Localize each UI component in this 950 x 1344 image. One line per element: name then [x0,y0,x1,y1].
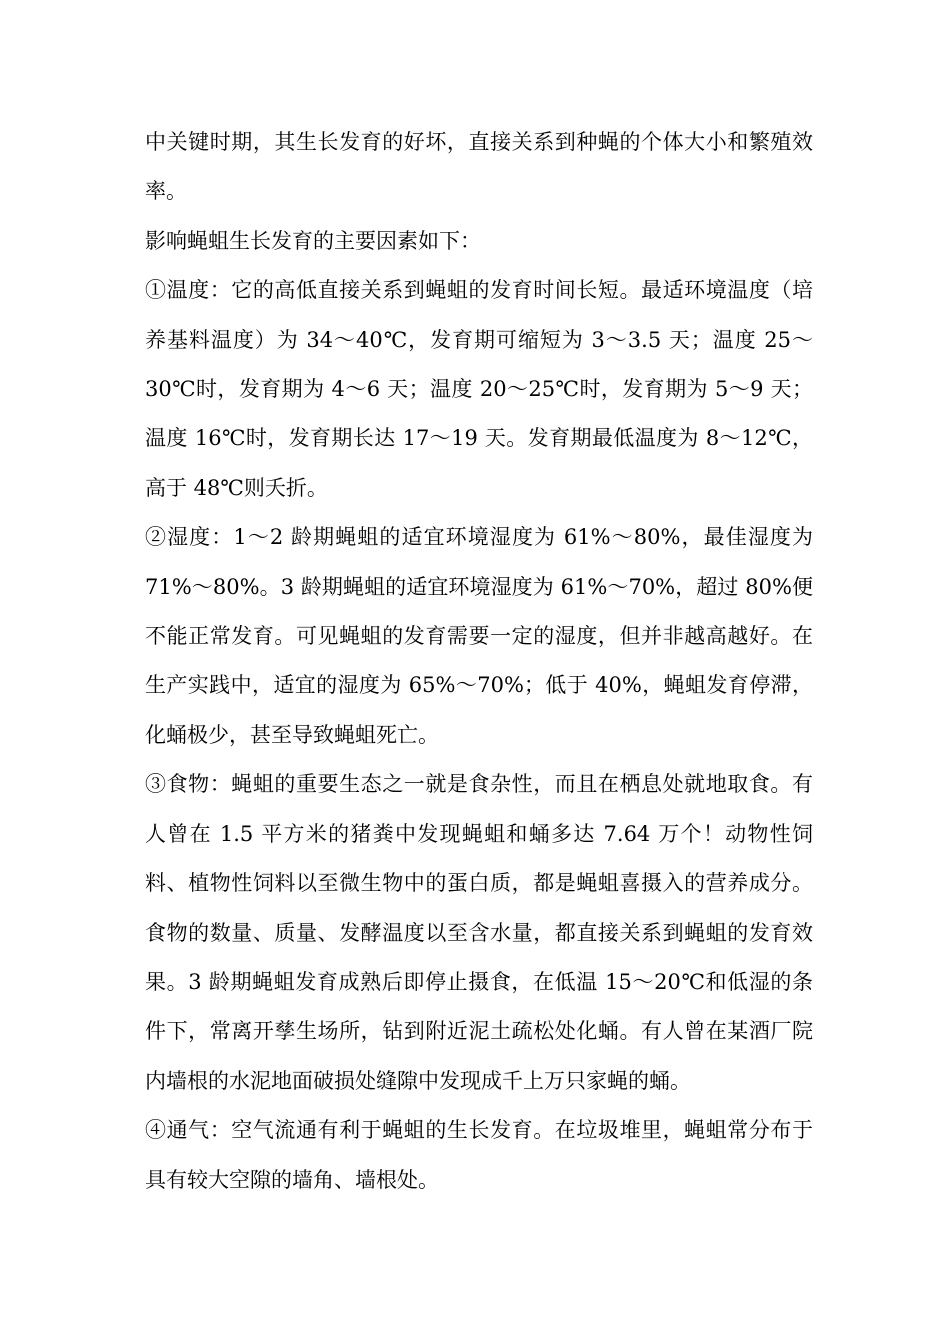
paragraph-food: ③食物：蝇蛆的重要生态之一就是食杂性，而且在栖息处就地取食。有人曾在 1.5 平方米的猪粪中发现蝇蛆和蛹多达 7.64 万个！动物性饲料、植物性饲料以至微生物中的蛋白质，都是蝇蛆喜摄入的营养成分。食物的数量、质量、发酵温度以至含水量，都直接关系到蝇蛆的发育效果。3 龄期蝇蛆发育成熟后即停止摄食，在低温 15～20℃和低湿的条件下，常离开孳生场所，钻到附近泥土疏松处化蛹。有人曾在某酒厂院内墙根的水泥地面破损处缝隙中发现成千上万只家蝇的蛹。 [145,772,813,1093]
body-text [145,118,813,1205]
paragraph-ventilation: ④通气：空气流通有利于蝇蛆的生长发育。在垃圾堆里，蝇蛆常分布于具有较大空隙的墙角、墙根处。 [145,1118,813,1192]
paragraph-factors-heading: 影响蝇蛆生长发育的主要因素如下： [145,228,481,253]
paragraph-humidity: ②湿度：1～2 龄期蝇蛆的适宜环境湿度为 61%～80%，最佳湿度为 71%～80%。3 龄期蝇蛆的适宜环境湿度为 61%～70%，超过 80%便不能正常发育。可见蝇蛆的发育需要一定的湿度，但并非越高越好。在生产实践中，适宜的湿度为 65%～70%；低于 40%，蝇蛆发育停滞，化蛹极少，甚至导致蝇蛆死亡。 [145,525,813,747]
paragraph-intro-continuation: 中关键时期，其生长发育的好坏，直接关系到种蝇的个体大小和繁殖效率。 [145,130,813,204]
paragraph-temperature: ①温度：它的高低直接关系到蝇蛆的发育时间长短。最适环境温度（培养基料温度）为 34～40℃，发育期可缩短为 3～3.5 天；温度 25～30℃时，发育期为 4～6 天；温度 20～25℃时，发育期为 5～9 天；温度 16℃时，发育期长达 17～19 天。发育期最低温度为 8～12℃，高于 48℃则夭折。 [145,278,813,500]
